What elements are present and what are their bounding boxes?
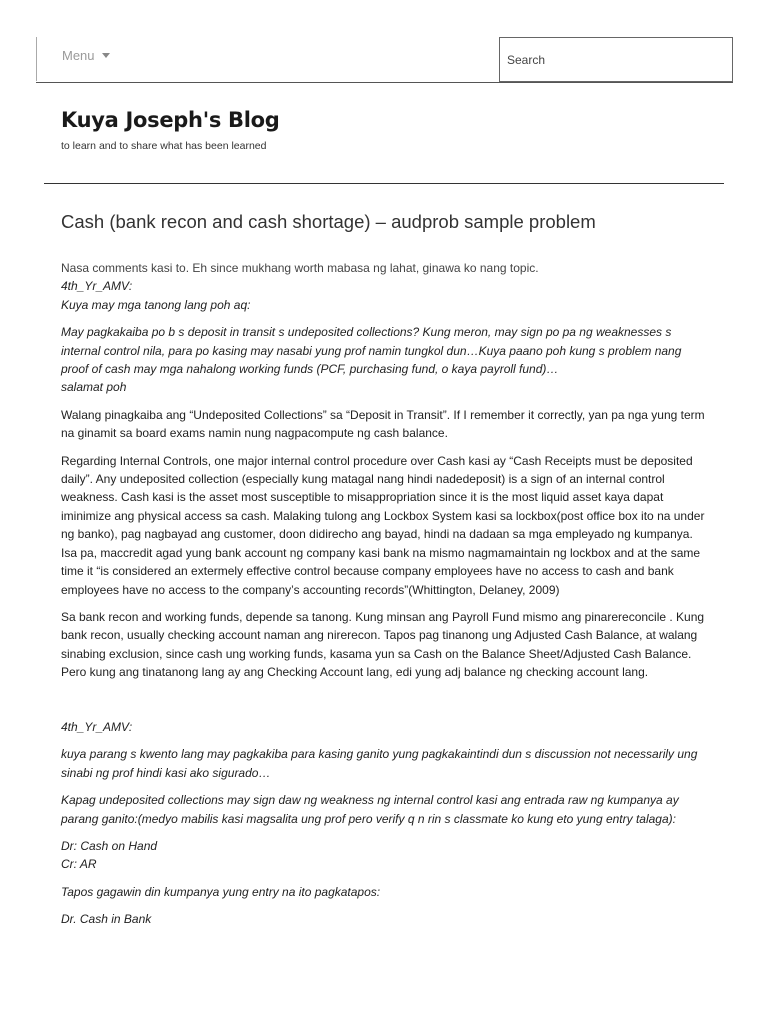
- comment-paragraph: Kapag undeposited collections may sign daw ng weakness ng internal control kasi ang entrada raw ng kumpanya ay parang ganito:(medyo mabilis kasi magsalita ung prof pero verify q n rin s classmate ko kung eto yung entry talaga):: [61, 793, 679, 826]
- answer-paragraph: Walang pinagkaiba ang “Undeposited Collections” sa “Deposit in Transit”. If I remember it correctly, yan pa nga yung term na ginamit sa board exams namin nung nagpacompute ng cash balance.: [61, 407, 705, 441]
- journal-entry-credit: Cr: AR: [61, 857, 97, 872]
- journal-entry-debit: Dr. Cash in Bank: [61, 912, 152, 927]
- menu-label: Menu: [62, 48, 95, 63]
- comment-author: 4th_Yr_AMV:: [61, 719, 133, 734]
- post-intro: Nasa comments kasi to. Eh since mukhang worth mabasa ng lahat, ginawa ko nang topic.: [61, 261, 539, 275]
- post-title[interactable]: Cash (bank recon and cash shortage) – audprob sample problem: [61, 211, 596, 232]
- top-navigation-bar: [36, 37, 733, 83]
- answer-paragraph: Regarding Internal Controls, one major internal control procedure over Cash kasi ay “Cash Receipts must be deposited daily”. Any undeposited collection (especially kung matagal nang hindi nadedeposit) is a sign of an internal control weakness. Cash kasi is the asset most susceptible to misappropriation since it is the most liquid asset kaya dapat iminimize ang physical access sa cash. Malaking tulong ang Lockbox System kasi sa lockbox(post office box ito na under ng banko), pag nagbayad ang customer, doon didirecho ang bayad, hindi na dadaan sa mga empleyado ng kumpanya. Isa pa, maccredit agad yung bank account ng company kasi bank na mismo nagmamaintain ng lockbox and at the same time it “is considered an extermely effective control because company employees have no access to cash and bank employees have no access to the company’s accounting records”(Whittington, Delaney, 2009): [61, 453, 705, 597]
- comment-question: May pagkakaiba po b s deposit in transit s undeposited collections? Kung meron, may sign po pa ng weaknesses s internal control nila, para po kasing may nasabi yung prof namin tungkol dun…Kuya paano poh kung s problem nang proof of cash may mga nahalong working funds (PCF, purchasing fund, o kaya payroll fund)…: [61, 325, 682, 377]
- site-title[interactable]: Kuya Joseph's Blog: [61, 108, 280, 132]
- comment-paragraph: Tapos gagawin din kumpanya yung entry na ito pagkatapos:: [61, 884, 381, 899]
- comment-greeting: Kuya may mga tanong lang poh aq:: [61, 297, 251, 312]
- comment-author: 4th_Yr_AMV:: [61, 279, 133, 294]
- post-content: [61, 259, 711, 938]
- answer-paragraph: Sa bank recon and working funds, depende sa tanong. Kung minsan ang Payroll Fund mismo ang pinarereconcile . Kung bank recon, usually checking account naman ang nirerecon. Tapos pag tinanong ung Adjusted Cash Balance, at walang sinabing exclusion, since cash ung working funds, kasama yun sa Cash on the Balance Sheet/Adjusted Cash Balance. Pero kung ang tinatanong lang ay ang Checking Account lang, edi yung adj balance ng checking account lang.: [61, 609, 705, 680]
- header-divider: [44, 183, 724, 184]
- caret-down-icon: [102, 53, 110, 58]
- journal-entry-debit: Dr: Cash on Hand: [61, 838, 158, 853]
- paragraph-spacer: [61, 691, 711, 709]
- menu-toggle-button[interactable]: [36, 37, 236, 81]
- comment-thanks: salamat poh: [61, 380, 127, 395]
- search-box[interactable]: [499, 37, 733, 82]
- search-input[interactable]: [500, 38, 732, 81]
- comment-paragraph: kuya parang s kwento lang may pagkakiba para kasing ganito yung pagkakaintindi dun s discussion not necessarily ung sinabi ng prof hindi kasi ako sigurado…: [61, 747, 698, 780]
- site-tagline: to learn and to share what has been learned: [61, 140, 267, 152]
